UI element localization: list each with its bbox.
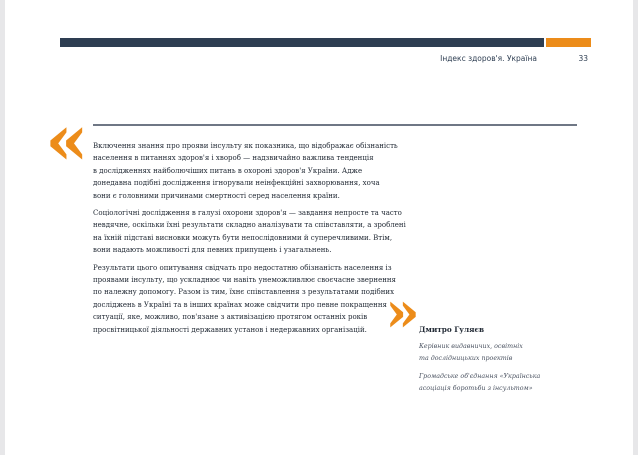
line: проявами інсульту, що ускладнює чи навіть унеможливлює своєчасне звернення bbox=[93, 276, 396, 285]
author-role-line: та дослідницьких проектів bbox=[419, 354, 513, 362]
line: невдячне, оскільки їхні результати складно аналізувати та співставляти, а зроблені bbox=[93, 221, 406, 230]
line: донедавна подібні дослідження ігнорували неінфекційні захворювання, хоча bbox=[93, 179, 380, 188]
line: вони надають можливості для певних припущень і узагальнень. bbox=[93, 246, 332, 255]
close-quote-icon: » bbox=[385, 279, 420, 345]
author-organization bbox=[419, 371, 579, 394]
header-title: Індекс здоров'я. Україна bbox=[440, 54, 537, 63]
line: ситуації, яке, можливо, пов'язане з активізацією протягом останніх років bbox=[93, 313, 368, 322]
line: просвітницької діяльності державних установ і недержавних організацій. bbox=[93, 325, 367, 334]
author-block bbox=[419, 325, 579, 394]
author-org-line: асоціація боротьби з інсультом» bbox=[419, 384, 533, 392]
open-quote-icon: « bbox=[45, 98, 89, 181]
document-page bbox=[5, 0, 633, 455]
line: в дослідженнях найболючіших питань в охороні здоров'я України. Адже bbox=[93, 166, 363, 175]
line: Соціологічні дослідження в галузі охорони здоров'я — завдання непросте та часто bbox=[93, 209, 402, 218]
author-role bbox=[419, 341, 579, 364]
paragraph-2 bbox=[93, 207, 449, 257]
line: вони є головними причинами смертності серед населення країни. bbox=[93, 191, 340, 200]
section-divider bbox=[93, 124, 577, 126]
header-bar-accent bbox=[546, 38, 591, 47]
line: на їхній підставі висновки можуть бути непослідовними й суперечливими. Втім, bbox=[93, 233, 393, 242]
line: Включення знання про прояви інсульту як показника, що відображає обізнаність bbox=[93, 142, 398, 150]
author-role-line: Керівник видавничих, освітніх bbox=[419, 343, 523, 350]
paragraph-1 bbox=[93, 140, 449, 202]
line: досліджень в Україні та в інших країнах може свідчити про певне покращення bbox=[93, 300, 387, 309]
line: по належну допомогу. Разом із тим, їхнє співставлення з результатами подібних bbox=[93, 288, 395, 297]
line: населення в питаннях здоров'я і хвороб — надзвичайно важлива тенденція bbox=[93, 154, 374, 163]
header-bar-dark bbox=[60, 38, 544, 47]
page-number: 33 bbox=[578, 54, 588, 63]
line: Результати цього опитування свідчать про недостатню обізнаність населення із bbox=[93, 263, 392, 272]
author-name: Дмитро Гуляєв bbox=[419, 325, 485, 334]
author-org-line: Громадське об'єднання «Українська bbox=[419, 373, 541, 381]
